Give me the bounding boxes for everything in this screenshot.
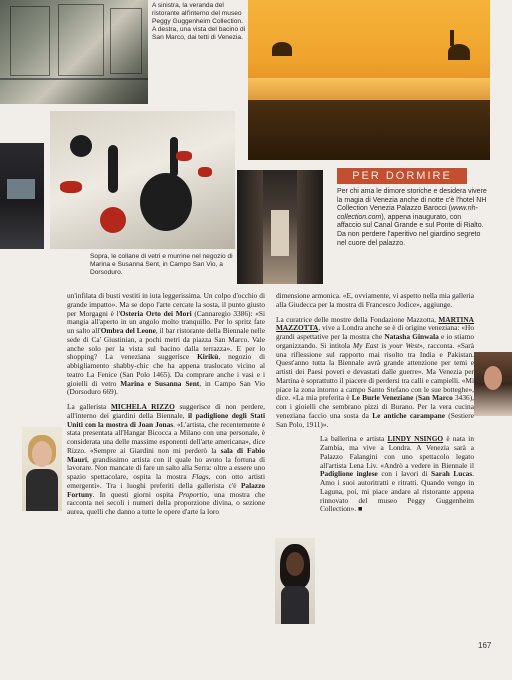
veranda-caption: A sinistra, la veranda del ristorante all'interno del museo Peggy Guggenheim Collection. A destra, una vista del bacino di San Marco, dai tetti di Venezia. [152,2,246,42]
per-dormire-text: Per chi ama le dimore storiche e desidera vivere la magia di Venezia anche di notte c'è l'hotel NH Collection Venezia Palazzo Barocci (www.nh-collection.com), appena inaugurato, con affaccio sul Canal Grande e sul Ponte di Rialto. Da non perdere l'aperitivo nel giardino segreto nel cuore del palazzo. [337,188,487,247]
paragraph-mazzotta: La curatrice delle mostre della Fondazione Mazzotta, MARTINA MAZZOTTA, vive a Londra anche se è di origine veneziana: «Ho grandi aspettative per la mostra che Natasha Ginwala e io stiamo organizzando. Si intitola My East is your West», racconta. «Sarà una riflessione sul rapporto mai risolto tra India e Pakistan. Quest'anno tutta la Biennale avrà grande attenzione per temi e artisti dei Paesi poveri e devastati dalle guerre». Ma Venezia per Martina è soprattutto il piacere di perdersi tra calli e campielli. «Mi piace la zona intorno a campo Santo Stefano con le sue botteghe», dice. «La mia preferita è Le Burle Veneziane (San Marco 3436), con i gioielli che sembrano pizzi di Burano. Per la vera cucina veneziana faccio una sosta da Le antiche carampane (Sestiere San Polo, 1911)». [276,314,474,429]
page-number: 167 [478,641,492,650]
hotel-corridor-photo [237,170,323,284]
per-dormire-heading: PER DORMIRE [337,168,467,184]
necklaces-caption: Sopra, le collane di vetri e murrine nel negozio di Marina e Susanna Sent, in Campo San Vio, a Dorsoduro. [90,253,233,277]
hotel-url: www.nh-collection.com [337,205,478,221]
gallery-interior-photo [0,143,44,249]
san-marco-basin-photo [248,0,490,160]
right-column [276,292,474,520]
martina-mazzotta-portrait [474,352,512,416]
martina-mazzotta-name: MARTINA MAZZOTTA [276,314,474,333]
lindy-nsingo-portrait [275,538,315,624]
paragraph-morgagni: un'infilata di busti vestiti in iuta leggerissima. Un colpo d'occhio di grande impatto». Ma se dopo l'arte cercate la sosta, il punto giusto per Morgagni è l'Osteria Orto dei Mori (Cannaregio 3386): «Si mangia all'aperto in un angolo molto tranquillo. Per lo spritz fate un salto all'Ombra del Leone, il bar ristorante della Biennale nelle sede di Ca' Giustinian, a pochi metri da piazza San Marco. Vale anche solo per la vista sul bacino dalla terrazza». E per lo shopping? La veneziana suggerisce Kirikù, negozio di abbigliamento shabby-chic che ha appena traslocato vicino al teatro La Fenice (San Polo 1465). Da comprare anche i vasi e i gioielli di vetro Marina e Susanna Sent, in Campo San Vio (Dorsoduro 669). [67,291,265,397]
paragraph-nsingo: La ballerina e artista LINDY NSINGO è nata in Zambia, ma vive a Londra. A Venezia sarà a Palazzo Falangini con uno spettacolo legato all'artista Lena Liv. «Andrò a vedere in Biennale il Padiglione inglese con i lavori di Sarah Lucas. Amo i suoi autoritratti e ritratti. Quando vengo in Laguna, poi, mi piace andare al ristorante appena rinnovato del museo Peggy Guggenheim Collection». ■ [320,434,474,514]
paragraph-jodice: dimensione armonica. «E, ovviamente, vi aspetto nella mia galleria alla Giudecca per la mostra di Francesco Jodice», aggiunge. [276,291,474,309]
michela-rizzo-portrait [22,427,62,511]
glass-necklaces-photo [50,111,235,249]
left-column [67,292,265,523]
paragraph-rizzo: La gallerista MICHELA RIZZO suggerisce di non perdere, all'interno dei giardini della Biennale, il padiglione degli Stati Uniti con la mostra di Joan Jonas. «L'artista, che recentemente è stata presentata all'Hangar Bicocca a Milano con una personale, è considerata una delle massime esponenti dell'arte americana», dice Rizzo. «Sempre ai Giardini non mi perderò la sala di Fabio Mauri, grandissimo artista con il quale ho avuto la fortuna di lavorare. Non mancate di fare un salto alla Serra: oltre a essere uno spazio spettacolare, ospita la mostra Flags, con otto artisti emergenti». Tra i luoghi preferiti della gallerista c'è Palazzo Fortuny. In questi giorni ospita Proportio, una mostra che racconta nei secoli i numeri della proporzione divina, o sezione aurea, quelli che danno a tutte le opere d'arte la loro [67,402,265,516]
restaurant-veranda-photo [0,0,148,104]
michela-rizzo-name: MICHELA RIZZO [110,402,175,411]
lindy-nsingo-name: LINDY NSINGO [387,434,444,444]
